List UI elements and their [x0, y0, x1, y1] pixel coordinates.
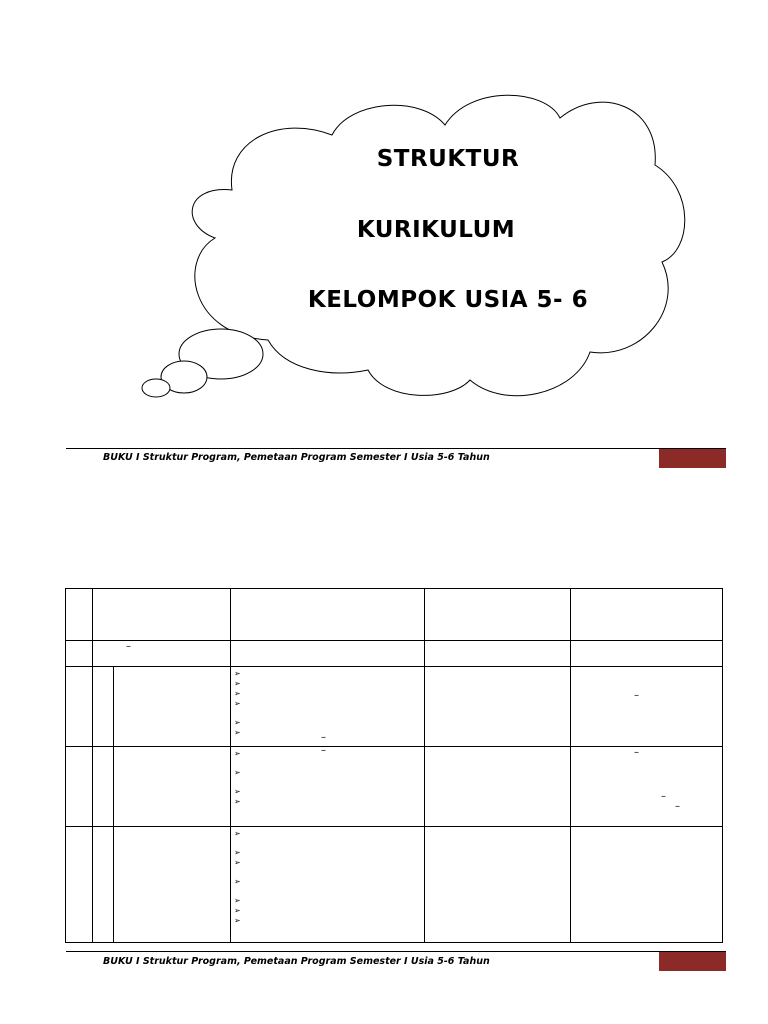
table-cell — [114, 827, 231, 943]
table-row — [66, 641, 723, 667]
footer-rule — [66, 448, 726, 449]
dash-mark: – — [321, 745, 326, 756]
footer-page-box — [659, 449, 726, 468]
table-cell — [231, 589, 425, 641]
bullet-arrow: ➢ — [234, 848, 241, 857]
table-cell — [93, 589, 231, 641]
table-cell — [66, 589, 93, 641]
table-row — [66, 667, 723, 747]
cover-title-line2: KURIKULUM — [356, 217, 516, 243]
dash-mark: – — [321, 732, 326, 743]
bullet-arrow: ➢ — [234, 728, 241, 737]
footer-caption: BUKU I Struktur Program, Pemetaan Program Semester I Usia 5-6 Tahun — [103, 452, 490, 463]
table-cell — [231, 747, 425, 827]
bullet-arrow: ➢ — [234, 679, 241, 688]
table-cell — [66, 827, 93, 943]
table-cell — [571, 827, 723, 943]
table-cell — [425, 827, 571, 943]
table-cell — [571, 589, 723, 641]
footer-page-box — [659, 952, 726, 971]
table-cell — [114, 667, 231, 747]
cover-title-line3: KELOMPOK USIA 5- 6 — [307, 287, 589, 313]
table-cell — [93, 747, 114, 827]
bullet-arrow: ➢ — [234, 749, 241, 758]
footer-caption: BUKU I Struktur Program, Pemetaan Program Semester I Usia 5-6 Tahun — [103, 956, 490, 967]
bullet-arrow: ➢ — [234, 699, 241, 708]
table-cell — [66, 641, 93, 667]
cloud-illustration — [0, 0, 768, 420]
table-row — [66, 827, 723, 943]
table-cell — [571, 747, 723, 827]
bullet-arrow: ➢ — [234, 768, 241, 777]
table-cell — [93, 641, 231, 667]
bullet-arrow: ➢ — [234, 718, 241, 727]
table-cell — [571, 667, 723, 747]
bullet-arrow: ➢ — [234, 829, 241, 838]
table-cell — [66, 667, 93, 747]
footer-rule — [66, 951, 726, 952]
curriculum-table — [65, 588, 723, 943]
table-cell — [93, 827, 114, 943]
table-cell — [231, 827, 425, 943]
bullet-arrow: ➢ — [234, 669, 241, 678]
bullet-arrow: ➢ — [234, 689, 241, 698]
table-header-row — [66, 589, 723, 641]
table-cell — [231, 667, 425, 747]
bullet-arrow: ➢ — [234, 916, 241, 925]
table-cell — [231, 641, 425, 667]
table-cell — [425, 667, 571, 747]
cover-title-line1: STRUKTUR — [376, 146, 520, 172]
dash-mark: – — [634, 690, 639, 701]
dash-mark: – — [661, 791, 666, 802]
dash-mark: – — [675, 801, 680, 812]
bullet-arrow: ➢ — [234, 877, 241, 886]
dash-mark: – — [126, 641, 131, 652]
dash-mark: – — [634, 747, 639, 758]
table-cell — [425, 641, 571, 667]
table-cell — [93, 667, 114, 747]
cloud-shape — [192, 95, 685, 395]
bullet-arrow: ➢ — [234, 906, 241, 915]
bullet-arrow: ➢ — [234, 858, 241, 867]
bullet-arrow: ➢ — [234, 797, 241, 806]
table-cell — [425, 589, 571, 641]
table-row — [66, 747, 723, 827]
table-cell — [66, 747, 93, 827]
table-cell — [114, 747, 231, 827]
bullet-arrow: ➢ — [234, 896, 241, 905]
thought-bubble-small — [142, 379, 170, 397]
table-cell — [425, 747, 571, 827]
bullet-arrow: ➢ — [234, 787, 241, 796]
table-cell — [571, 641, 723, 667]
